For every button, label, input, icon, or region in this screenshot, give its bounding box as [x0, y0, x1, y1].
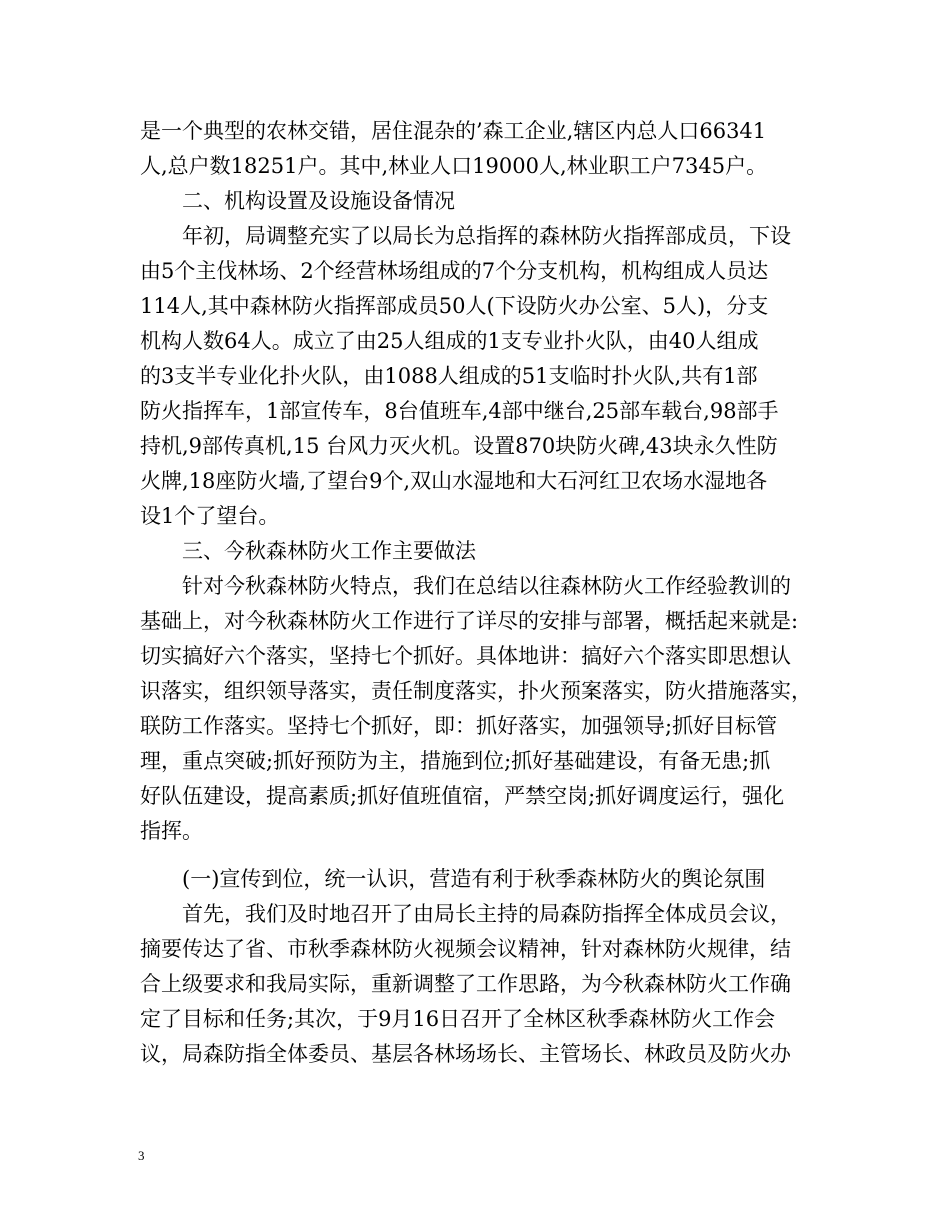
text-line: 好队伍建设，提高素质;抓好值班值宿，严禁空岗;抓好调度运行，强化: [140, 784, 785, 808]
text-line: 年初，局调整充实了以局长为总指挥的森林防火指挥部成员，下设: [182, 224, 791, 248]
text-line: 火牌,18座防火墙,了望台9个,双山水湿地和大石河红卫农场水湿地各: [140, 469, 768, 493]
section-heading: 三、今秋森林防火工作主要做法: [182, 539, 476, 563]
text-line: 针对今秋森林防火特点，我们在总结以往森林防火工作经验教训的: [182, 574, 791, 598]
text-line: 定了目标和任务;其次，于9月16日召开了全林区秋季森林防火工作会: [140, 1007, 776, 1031]
text-line: 防火指挥车，1部宣传车，8台值班车,4部中继台,25部车载台,98部手: [140, 399, 779, 423]
page-number: 3: [138, 1148, 145, 1163]
text-line: 首先，我们及时地召开了由局长主持的局森防指挥全体成员会议，: [182, 902, 791, 926]
subsection-heading: (一)宣传到位，统一认识，营造有利于秋季森林防火的舆论氛围: [182, 867, 766, 891]
text-line: 114人,其中森林防火指挥部成员50人(下设防火办公室、5人)，分支: [140, 294, 769, 318]
text-line: 的3支半专业化扑火队，由1088人组成的51支临时扑火队,共有1部: [140, 364, 758, 388]
text-line: 联防工作落实。坚持七个抓好，即：抓好落实，加强领导;抓好目标管: [140, 714, 778, 738]
text-line: 基础上，对今秋森林防火工作进行了详尽的安排与部署，概括起来就是:: [140, 609, 799, 633]
text-line: 机构人数64人。成立了由25人组成的1支专业扑火队，由40人组成: [140, 329, 759, 353]
text-line: 人,总户数18251户。其中,林业人口19000人,林业职工户7345户。: [140, 154, 768, 178]
text-line: 识落实，组织领导落实，责任制度落实，扑火预案落实，防火措施落实，: [140, 679, 812, 703]
text-line: 指挥。: [140, 819, 203, 843]
text-line: 议，局森防指全体委员、基层各林场场长、主管场长、林政员及防火办: [140, 1042, 791, 1066]
text-line: 持机,9部传真机,15 台风力灭火机。设置870块防火碑,43块永久性防: [140, 434, 778, 458]
text-line: 是一个典型的农林交错，居住混杂的’森工企业,辖区内总人口66341: [140, 119, 767, 143]
text-line: 合上级要求和我局实际，重新调整了工作思路，为今秋森林防火工作确: [140, 972, 791, 996]
text-line: 摘要传达了省、市秋季森林防火视频会议精神，针对森林防火规律，结: [140, 937, 791, 961]
text-line: 切实搞好六个落实，坚持七个抓好。具体地讲：搞好六个落实即思想认: [140, 644, 791, 668]
text-line: 设1个了望台。: [140, 504, 280, 528]
section-heading: 二、机构设置及设施设备情况: [182, 189, 455, 213]
text-line: 由5个主伐林场、2个经营林场组成的7个分支机构，机构组成人员达: [140, 259, 769, 283]
text-line: 理，重点突破;抓好预防为主，措施到位;抓好基础建设，有备无患;抓: [140, 749, 771, 773]
